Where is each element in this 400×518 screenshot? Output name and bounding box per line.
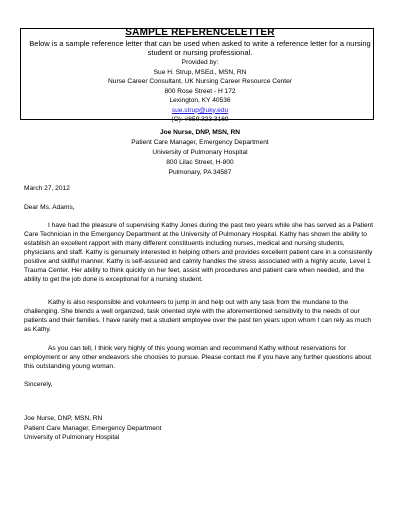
- sender-street: 800 Lilac Street, H-800: [166, 159, 234, 166]
- signature-org: University of Pulmonary Hospital: [24, 434, 120, 441]
- title-text: SAMPLE REFERENCELETTER: [125, 27, 275, 38]
- provided-by-label: Provided by:: [181, 59, 219, 66]
- body-paragraph-2: Kathy is also responsible and volunteers to jump in and help out with any task from the mundane to the challenging. She blends a well organized, task oriented style with the aforementioned sensitivity to the needs of our patients and their families. I have rarely met a student employee over the past ten years upon whom I can rely as much as Kathy.: [24, 299, 372, 333]
- sender-name: Joe Nurse, DNP, MSN, RN: [159, 129, 241, 136]
- provider-email-link[interactable]: sue.strup@uky.edu: [171, 106, 229, 114]
- provider-city: Lexington, KY 40536: [169, 97, 231, 104]
- provider-street: 800 Rose Street - H 172: [164, 87, 236, 95]
- body-paragraph-1: I have had the pleasure of supervising Kathy Jones during the past two years while she has served as a Patient Care Technician in the Emergency Department at the University of Pulmonary Hospital. Kathy has shown the ability to establish an excellent rapport with many different constituents including nurses, medical and nursing students, physicians and staff. Kathy is genuinely interested in helping others and provides excellent patient care in a consistently positive and skillful manner. Kathy is self-assured and calmly handles the stress associated with a highly acute, Level 1 Trauma Center. Her ability to think quickly on her feet, assist with procedures and patient care when needed, and the ability to get the job done is exceptional for a nursing student.: [24, 222, 374, 283]
- salutation: Dear Ms. Adams,: [24, 204, 75, 211]
- provider-title: Nurse Career Consultant, UK Nursing Career Resource Center: [108, 78, 292, 85]
- intro-text: Below is a sample reference letter that can be used when asked to write a reference letter for a nursing student or nursing professional.: [29, 39, 371, 57]
- provider-block: [0, 58, 400, 125]
- provider-name: Sue H. Strup, MSEd., MSN, RN: [153, 68, 247, 76]
- sender-position: Patient Care Manager, Emergency Department: [131, 139, 269, 146]
- signature-block: [24, 414, 161, 443]
- sender-block: [0, 128, 400, 178]
- letter-date: March 27, 2012: [24, 185, 70, 192]
- provider-phone: (O): #859.323.3169: [171, 116, 229, 123]
- sender-org: University of Pulmonary Hospital: [152, 149, 248, 156]
- signature-name: Joe Nurse, DNP, MSN, RN: [24, 415, 103, 422]
- document-title: [0, 27, 400, 38]
- closing: Sincerely,: [24, 381, 53, 388]
- signature-position: Patient Care Manager, Emergency Department: [24, 424, 162, 432]
- sender-city: Pulmonary, PA 34587: [168, 169, 232, 176]
- body-paragraph-3: As you can tell, I think very highly of this young woman and recommend Kathy without reservations for employment or any other endeavors she chooses to pursue. Please contact me if you have any further questions about this outstanding young woman.: [24, 345, 372, 370]
